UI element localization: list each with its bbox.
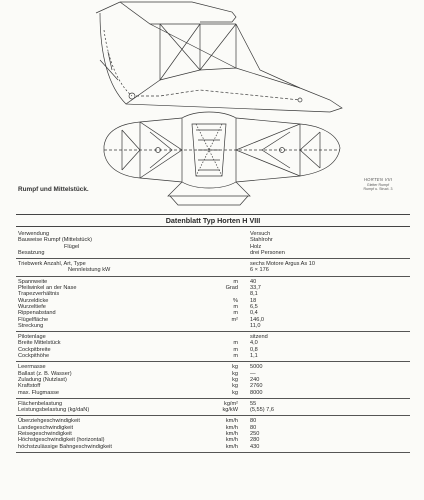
row-unit: Grad — [225, 285, 238, 292]
datasheet-row — [16, 390, 410, 396]
row-label: Trapezverhältnis — [18, 291, 60, 298]
row-value: Versuch — [250, 231, 271, 237]
stamp-line: Gleiter Rumpf — [366, 182, 390, 187]
row-value: 11,0 — [250, 322, 261, 329]
row-unit: kg — [232, 376, 238, 383]
row-label: Verwendung — [18, 231, 50, 237]
row-value: 0,8 — [250, 346, 258, 353]
row-label: Landegeschwindigkeit — [18, 424, 74, 431]
row-value: sitzend — [250, 334, 268, 341]
side-view — [96, 2, 342, 112]
datasheet-row — [16, 323, 410, 329]
row-value: 18 — [250, 297, 257, 304]
row-value: 2760 — [250, 383, 263, 390]
row-label: Flächenbelastung — [18, 400, 63, 407]
datasheet-group — [16, 362, 410, 398]
datasheet-row — [16, 407, 410, 413]
row-unit: kg — [232, 364, 238, 371]
row-label: Leermasse — [18, 364, 46, 371]
row-unit: km/h — [225, 418, 238, 425]
row-label: Breite Mittelstück — [18, 340, 61, 347]
plan-view — [104, 112, 340, 205]
row-label: Überziehgeschwindigkeit — [18, 418, 80, 425]
datasheet-row — [16, 267, 410, 273]
row-label: Leistungsbelastung (kg/daN) — [18, 407, 90, 414]
row-label: Ballast (z. B. Wasser) — [18, 370, 72, 377]
row-unit: m — [233, 310, 238, 317]
row-value: 0,4 — [250, 310, 258, 317]
row-value: drei Personen — [250, 249, 285, 256]
datasheet-row — [16, 250, 410, 256]
row-unit: kg — [232, 389, 238, 396]
datasheet-row — [16, 444, 410, 450]
row-unit: km/h — [225, 424, 238, 431]
row-label: Triebwerk Anzahl, Art, Type — [18, 261, 86, 268]
row-value: 240 — [250, 376, 260, 383]
datasheet-row — [16, 353, 410, 359]
row-label: Cockpitbreite — [18, 346, 51, 353]
row-label: Bauweise Rumpf (Mittelstück) — [18, 237, 92, 244]
row-unit: kg/kW — [222, 407, 238, 414]
row-label: max. Flugmasse — [18, 389, 60, 396]
row-value: sechs Motore Argus As 10 — [250, 261, 315, 268]
row-value: 430 — [250, 443, 260, 450]
datasheet — [16, 214, 410, 453]
row-unit: % — [233, 297, 238, 304]
row-value: 280 — [250, 437, 260, 444]
row-label: Flügel — [64, 243, 80, 250]
row-value: 146,0 — [250, 316, 264, 323]
datasheet-group — [16, 416, 410, 452]
row-value: 80 — [250, 418, 257, 425]
datasheet-group — [16, 259, 410, 277]
datasheet-title: Datenblatt Typ Horten H VIII — [16, 214, 410, 227]
stamp-line: Rumpf u. Struct. 3 — [363, 187, 393, 192]
row-label: Flügelfläche — [18, 316, 49, 323]
row-unit: m² — [231, 316, 238, 323]
row-label: höchstzulässige Bahngeschwindigkeit — [18, 443, 112, 450]
row-value: 55 — [250, 400, 257, 407]
datasheet-group — [16, 399, 410, 417]
row-label: Rippenabstand — [18, 310, 56, 317]
row-unit: m — [233, 353, 238, 360]
row-unit: km/h — [225, 431, 238, 438]
row-value: Stahlrohr — [250, 237, 273, 244]
row-value: 33,7 — [250, 285, 261, 292]
row-unit: km/h — [225, 443, 238, 450]
row-label: Zuladung (Nutzlast) — [18, 376, 67, 383]
row-value: 80 — [250, 424, 257, 431]
row-label: Wurzeltiefe — [18, 303, 46, 310]
row-label: Höchstgeschwindigkeit (horizontal) — [18, 437, 105, 444]
row-label: Spannweite — [18, 278, 48, 285]
row-value: 40 — [250, 278, 257, 285]
row-unit: kg/m² — [224, 400, 238, 407]
row-unit: kg — [232, 370, 238, 377]
datasheet-group — [16, 332, 410, 362]
row-label: Wurzeldicke — [18, 297, 49, 304]
row-label: Reisegeschwindigkeit — [18, 431, 72, 438]
datasheet-group — [16, 229, 410, 259]
technical-drawing — [0, 0, 424, 214]
row-value: 250 — [250, 431, 260, 438]
row-value: 4,0 — [250, 340, 258, 347]
row-value: 1,1 — [250, 353, 258, 360]
row-unit: km/h — [225, 437, 238, 444]
row-unit: m — [233, 303, 238, 310]
row-value: Holz — [250, 243, 262, 250]
row-value: 8,1 — [250, 291, 258, 298]
row-unit: m — [233, 340, 238, 347]
datasheet-groups — [16, 229, 410, 453]
row-value: 6,5 — [250, 303, 258, 310]
row-unit: m — [233, 278, 238, 285]
row-label: Nennleistung kW — [68, 267, 111, 274]
row-label: Pfeilwinkel an der Nase — [18, 285, 77, 292]
stamp-title: HORTEN VIII — [363, 177, 393, 182]
drawing-stamp — [356, 178, 400, 192]
row-value: 6 × 176 — [250, 267, 269, 274]
row-unit: kg — [232, 383, 238, 390]
row-unit: m — [233, 346, 238, 353]
row-value: 8000 — [250, 389, 263, 396]
row-value: (5,55) 7,6 — [250, 407, 274, 414]
row-label: Besatzung — [18, 249, 45, 256]
datasheet-group — [16, 277, 410, 332]
row-label: Pilotenlage — [18, 334, 46, 341]
row-label: Cockpithöhe — [18, 353, 50, 360]
row-label: Streckung — [18, 322, 44, 329]
row-value: — — [250, 370, 256, 377]
row-label: Kraftstoff — [18, 383, 41, 390]
row-value: 5000 — [250, 364, 263, 371]
drawing-caption: Rumpf und Mittelstück. — [18, 186, 89, 193]
